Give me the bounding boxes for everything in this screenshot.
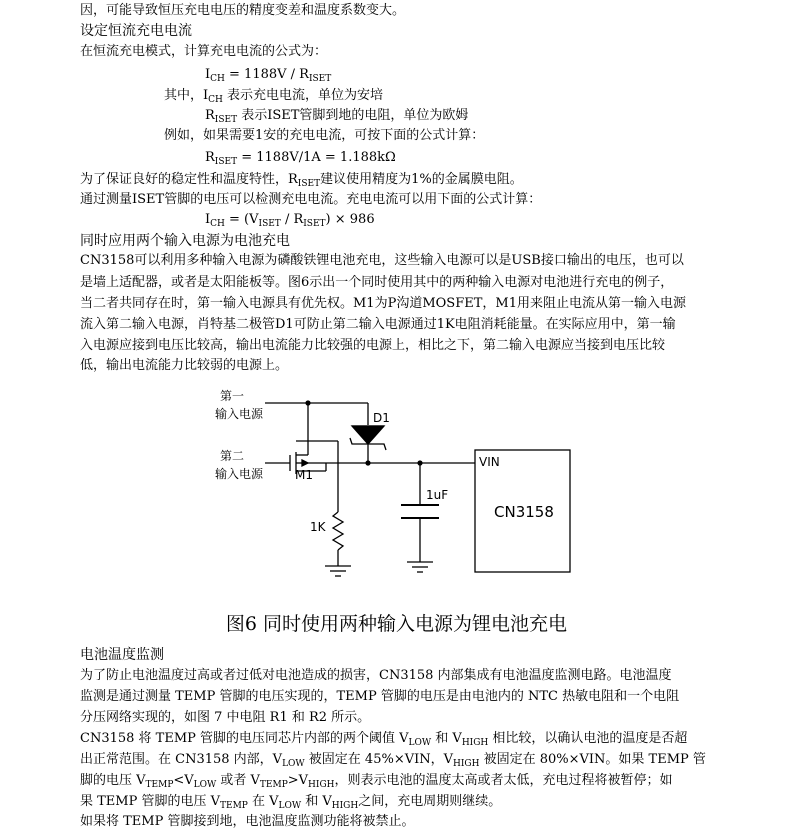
body-text-line: 入电源应接到电压比较高，输出电流能力比较强的电源上，相比之下，第二输入电源应当接到电压比较 [80, 338, 666, 353]
formula-where-riset: $R_{ISET}$ 表示ISET管脚到地的电阻，单位为欧姆 [205, 108, 469, 125]
body-text-line: 如果将 TEMP 管脚接到地，电池温度监测功能将被禁止。 [80, 814, 415, 829]
body-text-line: 流入第二输入电源，肖特基二极管D1可防止第二输入电源通过1K电阻消耗能量。在实际应用中，第一输 [80, 317, 676, 332]
d1-triangle [352, 426, 384, 444]
label-resistor: 1K [310, 520, 326, 534]
body-text-line: 低，输出电流能力比较弱的电源上。 [80, 358, 289, 373]
body-text-line: 出正常范围。在 CN3158 内部，$V_{LOW}$ 被固定在 45%×VIN，$V_{HIGH}$ 被固定在 80%×VIN。如果 TEMP 管 [80, 752, 706, 769]
section-heading-constant-current: 设定恒流充电电流 [80, 23, 192, 39]
body-text-line: 当二者共同存在时，第一输入电源具有优先权。M1为P沟道MOSFET，M1用来阻止电流从第一输入电源 [80, 296, 686, 311]
label-m1: M1 [295, 468, 313, 482]
label-input1-b: 输入电源 [214, 407, 264, 421]
body-text-line: 在恒流充电模式，计算充电电流的公式为： [80, 44, 328, 59]
body-text-line: 为了保证良好的稳定性和温度特性，$R_{ISET}$建议使用精度为1%的金属膜电阻。 [80, 172, 523, 189]
label-input2-a: 第二 [219, 449, 245, 463]
resistor-1k [333, 512, 343, 550]
label-capacitor: 1uF [426, 488, 449, 502]
body-text-line: 脚的电压 $V_{TEMP}<V_{LOW}$ 或者 $V_{TEMP}>V_{HIGH}$，则表示电池的温度太高或者太低，充电过程将被暂停；如 [80, 773, 673, 790]
formula-ich-measure: $I_{CH} = (V_{ISET} / R_{ISET}) \times 986$ [205, 212, 375, 229]
junction-dot [417, 460, 422, 465]
body-text-line: 因，可能导致恒压充电电压的精度变差和温度系数变大。 [80, 3, 406, 18]
body-text-line: CN3158 将 TEMP 管脚的电压同芯片内部的两个阈值 $V_{LOW}$ 和 $V_{HIGH}$ 相比较，以确认电池的温度是否超 [80, 731, 688, 748]
section-heading-battery-temp: 电池温度监测 [80, 647, 164, 663]
body-text-line: 分压网络实现的，如图 7 中电阻 R1 和 R2 所示。 [80, 710, 371, 725]
figure-caption: 图6 同时使用两种输入电源为锂电池充电 [225, 613, 568, 635]
body-text-line: 是墙上适配器，或者是太阳能板等。图6示出一个同时使用其中的两种输入电源对电池进行充电的例子， [80, 275, 674, 290]
example-text: 例如，如果需要1安的充电电流，可按下面的公式计算： [164, 128, 485, 143]
label-chip: CN3158 [494, 503, 554, 521]
label-d1: D1 [373, 411, 390, 425]
body-text-line: 通过测量ISET管脚的电压可以检测充电电流。充电电流可以用下面的公式计算： [80, 192, 542, 207]
junction-dot [365, 460, 370, 465]
section-heading-dual-input: 同时应用两个输入电源为电池充电 [80, 233, 290, 249]
label-input2-b: 输入电源 [214, 467, 264, 481]
label-input1-a: 第一 [219, 389, 245, 403]
body-text-line: 果 TEMP 管脚的电压 $V_{TEMP}$ 在 $V_{LOW}$ 和 $V_{HIGH}$之间，充电周期则继续。 [80, 794, 502, 811]
formula-riset: $R_{ISET} = 1188V/1A = 1.188k\Omega$ [205, 150, 396, 167]
label-vin-pin: VIN [479, 455, 500, 469]
body-text-line: 为了防止电池温度过高或者过低对电池造成的损害，CN3158 内部集成有电池温度监测电路。电池温度 [80, 668, 672, 683]
formula-ich: $I_{CH} = 1188V / R_{ISET}$ [205, 67, 332, 84]
m1-arrow [302, 460, 308, 466]
junction-dot [305, 400, 310, 405]
formula-where-ich: 其中，$I_{CH}$ 表示充电电流，单位为安培 [164, 88, 384, 105]
body-text-line: 监测是通过测量 TEMP 管脚的电压实现的，TEMP 管脚的电压是由电池内的 NTC 热敏电阻和一个电阻 [80, 689, 680, 704]
body-text-line: CN3158可以利用多种输入电源为磷酸铁锂电池充电，这些输入电源可以是USB接口输出的电压，也可以 [80, 253, 684, 268]
